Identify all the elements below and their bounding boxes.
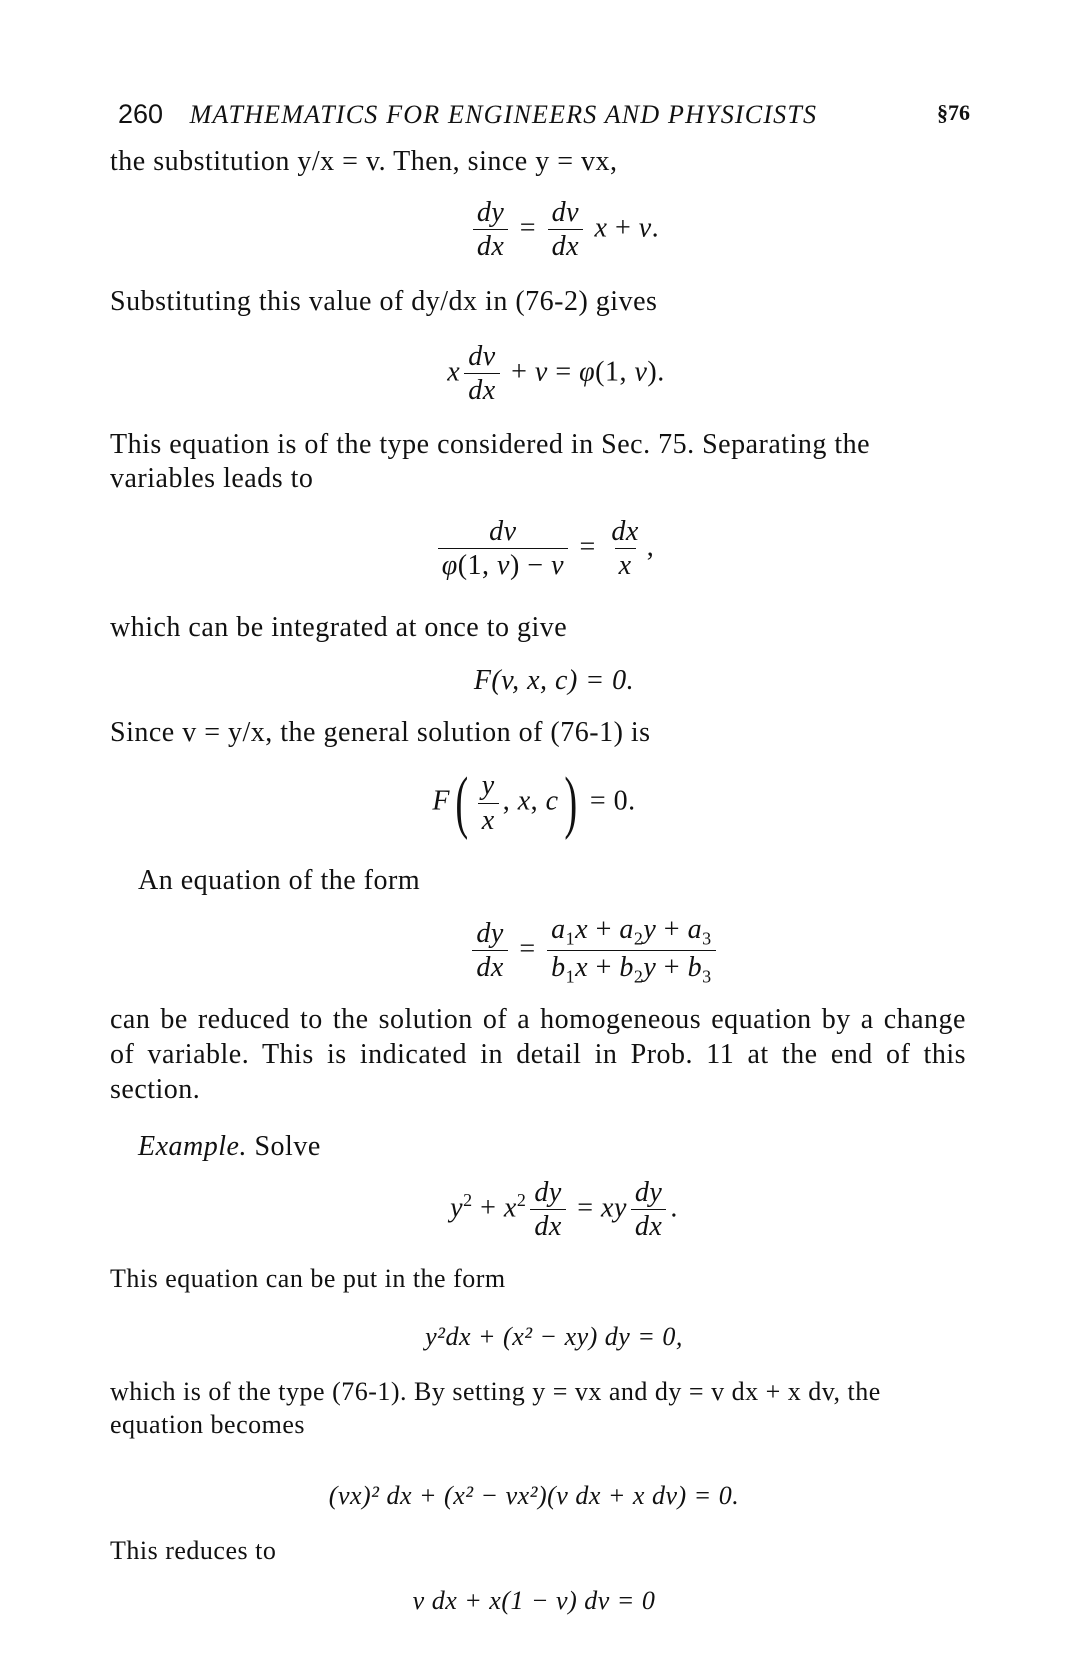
paragraph-1: the substitution y/x = v. Then, since y = vx, bbox=[110, 146, 618, 177]
equation-integrated: F(v, x, c) = 0. bbox=[473, 665, 635, 696]
running-header bbox=[118, 98, 970, 130]
running-title: MATHEMATICS FOR ENGINEERS AND PHYSICISTS bbox=[189, 100, 818, 129]
equation-reduced: v dx + x(1 − v) dv = 0 bbox=[412, 1586, 656, 1615]
section-number: §76 bbox=[937, 100, 970, 125]
equation-example: $y^2 + x^2$ $\frac{dy}{dx}$ = xy $\frac{dy}{dx}$ . bbox=[450, 1177, 678, 1243]
equation-general-solution: F( $\frac{y}{x}$ , x, c) = 0. bbox=[432, 764, 636, 841]
page-number: 260 bbox=[118, 99, 164, 129]
paragraph-2: Substituting this value of dy/dx in (76-2) gives bbox=[110, 286, 658, 317]
paragraph-5: Since v = y/x, the general solution of (76-1) is bbox=[110, 717, 651, 748]
paragraph-4: which can be integrated at once to give bbox=[110, 612, 568, 643]
paragraph-6: An equation of the form bbox=[138, 865, 421, 896]
paragraph-7: can be reduced to the solution of a homogeneous equation by a change of variable. This is indicated in detail in Prob. 11 at the end of this section. bbox=[110, 1004, 966, 1105]
paragraph-9: This equation can be put in the form bbox=[110, 1264, 506, 1293]
paragraph-example bbox=[110, 1130, 970, 1164]
example-text: Solve bbox=[254, 1131, 321, 1162]
equation-dy-dx: $\frac{dy}{dx}$ = $\frac{dv}{dx}$ x + v. bbox=[0, 198, 1068, 262]
equation-separated: $\frac{dv}{\varphi(1, v) - v}$ = $\frac{dx}{x}$ , bbox=[0, 517, 1068, 581]
equation-becomes: (vx)² dx + (x² − vx²)(v dx + x dv) = 0. bbox=[328, 1481, 740, 1510]
equation-form: y²dx + (x² − xy) dy = 0, bbox=[425, 1322, 683, 1351]
equation-substituted: x $\frac{dv}{dx}$ + v = φ(1, v). bbox=[447, 341, 665, 407]
paragraph-3: This equation is of the type considered in Sec. 75. Separating the variables leads to bbox=[110, 429, 871, 494]
example-label: Example. bbox=[138, 1131, 247, 1162]
paragraph-11: This reduces to bbox=[110, 1536, 277, 1565]
paragraph-10: which is of the type (76-1). By setting y = vx and dy = v dx + x dv, the equation becomes bbox=[110, 1377, 881, 1439]
equation-linear-fraction: $\frac{dy}{dx}$ = $\frac{a_1x + a_2y + a_3}{b_1x + b_2y + b_3}$ bbox=[0, 915, 1068, 987]
